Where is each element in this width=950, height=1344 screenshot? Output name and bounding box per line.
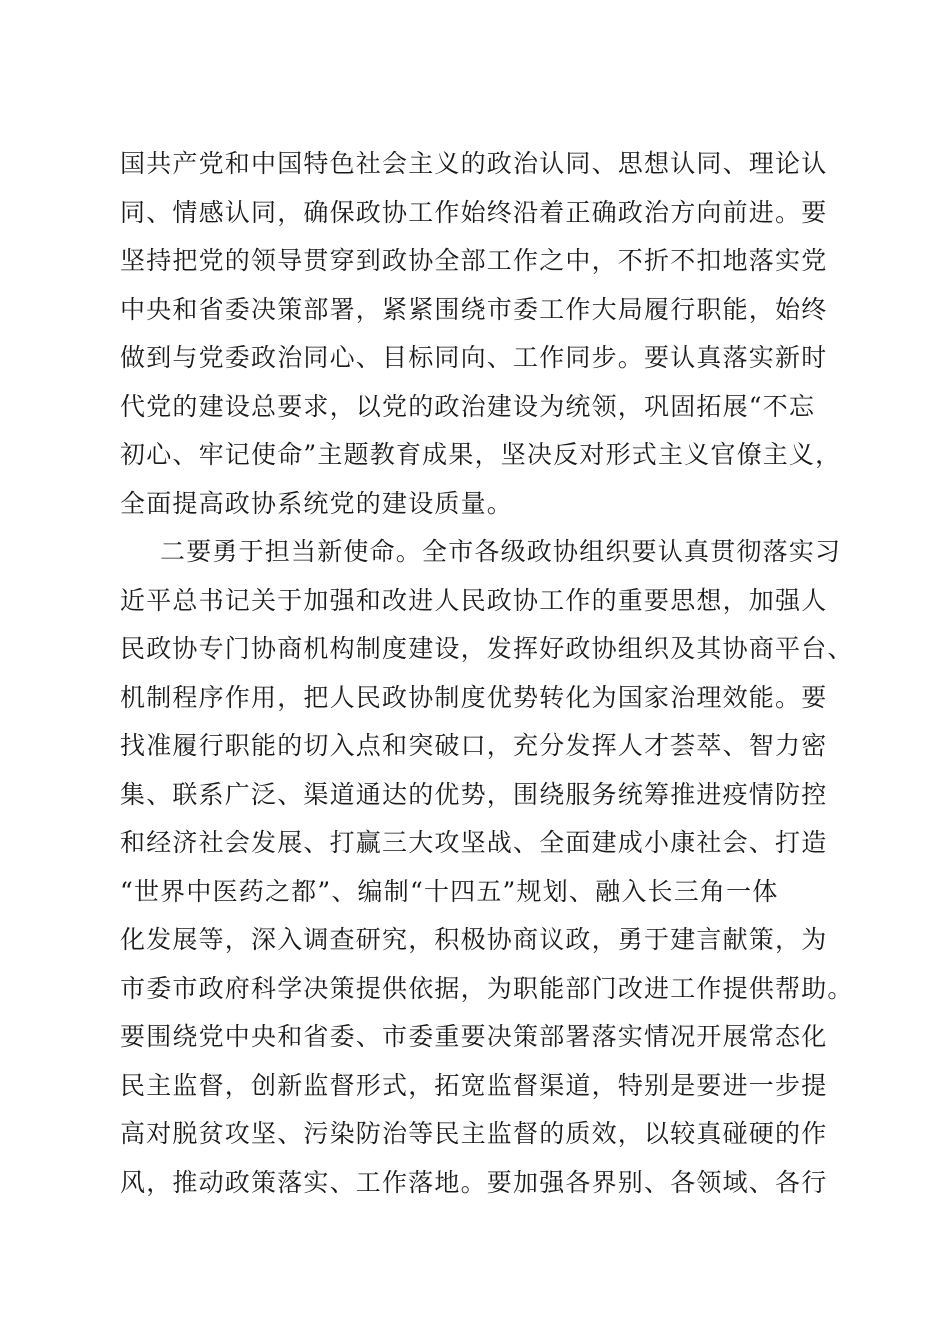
text-line: 风，推动政策落实、工作落地。要加强各界别、各领域、各行 bbox=[120, 1167, 828, 1197]
text-line: 中央和省委决策部署，紧紧围绕市委工作大局履行职能，始终 bbox=[120, 294, 828, 324]
text-line: 民政协专门协商机构制度建设，发挥好政协组织及其协商平台、 bbox=[120, 634, 854, 663]
text-line: 全面提高政协系统党的建设质量。 bbox=[120, 488, 514, 518]
paragraph-start-line: 二要勇于担当新使命。全市各级政协组织要认真贯彻落实习 bbox=[160, 537, 842, 566]
text-line: 代党的建设总要求，以党的政治建设为统领，巩固拓展“不忘 bbox=[120, 391, 816, 421]
text-line: 化发展等，深入调查研究，积极协商议政，勇于建言献策，为 bbox=[120, 925, 828, 954]
text-line: 要围绕党中央和省委、市委重要决策部署落实情况开展常态化 bbox=[120, 1022, 828, 1051]
body-text bbox=[120, 140, 854, 1207]
text-line: 找准履行职能的切入点和突破口，充分发挥人才荟萃、智力密 bbox=[120, 731, 828, 760]
text-line: 同、情感认同，确保政协工作始终沿着正确政治方向前进。要 bbox=[120, 197, 828, 227]
text-line: 坚持把党的领导贯穿到政协全部工作之中，不折不扣地落实党 bbox=[120, 246, 828, 275]
text-line: 和经济社会发展、打赢三大攻坚战、全面建成小康社会、打造 bbox=[120, 828, 828, 857]
text-line: 集、联系广泛、渠道通达的优势，围绕服务统筹推进疫情防控 bbox=[120, 779, 828, 809]
text-line: 高对脱贫攻坚、污染防治等民主监督的质效，以较真碰硬的作 bbox=[120, 1119, 828, 1148]
text-line: 民主监督，创新监督形式，拓宽监督渠道，特别是要进一步提 bbox=[120, 1070, 828, 1100]
text-line: 初心、牢记使命”主题教育成果，坚决反对形式主义官僚主义， bbox=[120, 440, 842, 469]
text-line: 近平总书记关于加强和改进人民政协工作的重要思想，加强人 bbox=[120, 585, 828, 615]
text-line: “世界中医药之都”、编制“十四五”规划、融入长三角一体 bbox=[120, 876, 779, 906]
text-line: 国共产党和中国特色社会主义的政治认同、思想认同、理论认 bbox=[120, 149, 828, 178]
text-line: 市委市政府科学决策提供依据，为职能部门改进工作提供帮助。 bbox=[120, 973, 854, 1003]
text-line: 机制程序作用，把人民政协制度优势转化为国家治理效能。要 bbox=[120, 682, 828, 712]
text-line: 做到与党委政治同心、目标同向、工作同步。要认真落实新时 bbox=[120, 343, 828, 372]
